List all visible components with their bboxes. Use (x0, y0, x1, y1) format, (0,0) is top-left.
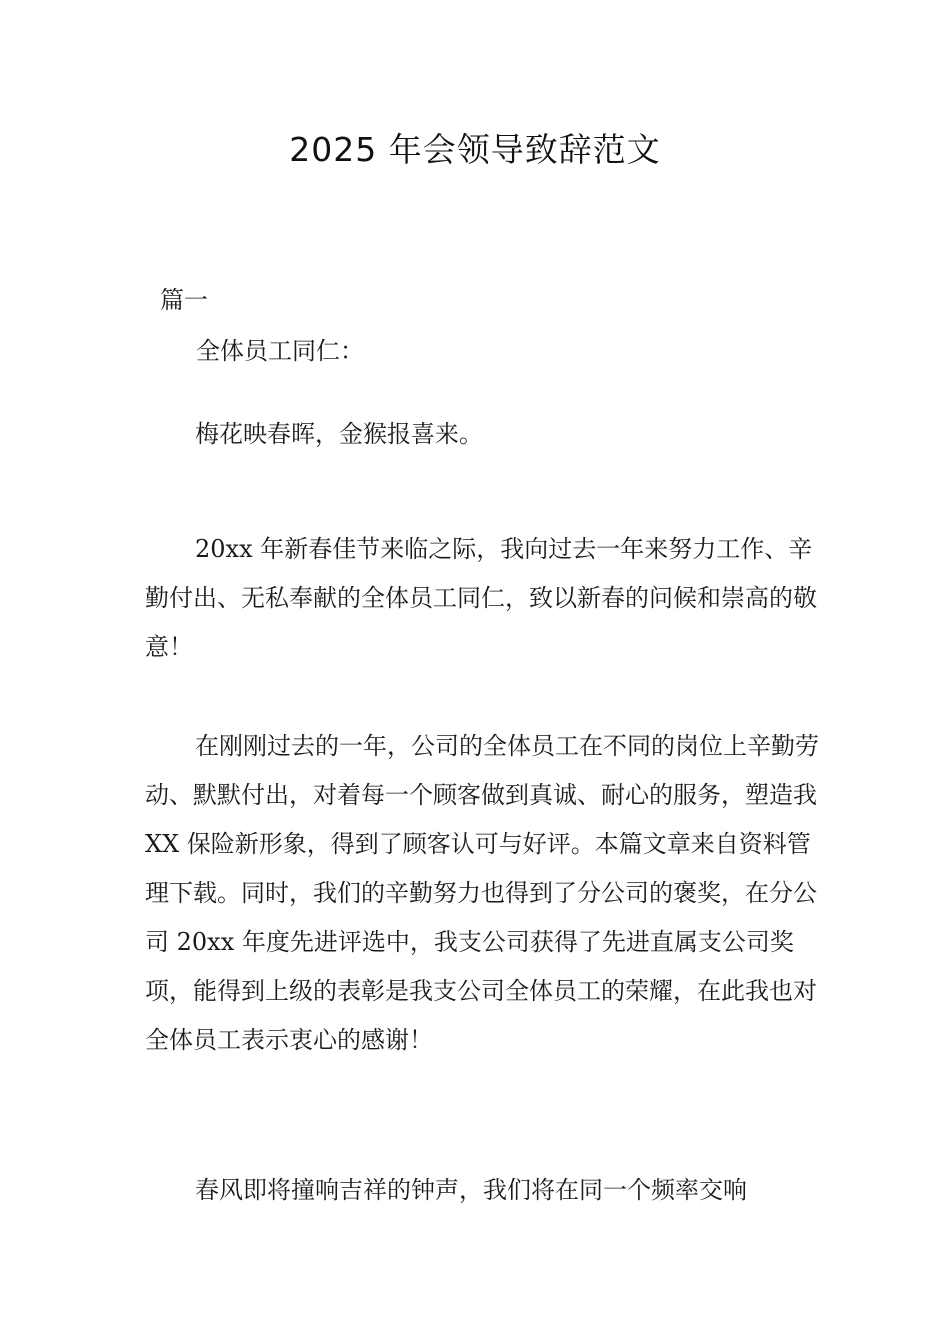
document-title: 2025 年会领导致辞范文 (289, 130, 661, 169)
paragraph-3: 在刚刚过去的一年，公司的全体员工在不同的岗位上辛勤劳动、默默付出，对着每一个顾客做到真诚、耐心的服务，塑造我 XX 保险新形象，得到了顾客认可与好评。本篇文章来自资料管理下载。同时，我们的辛勤努力也得到了分公司的褒奖，在分公司 20xx 年度先进评选中，我支公司获得了先进直属支公司奖项，能得到上级的表彰是我支公司全体员工的荣耀，在此我也对全体员工表示衷心的感谢！ (145, 732, 819, 1054)
paragraph-1: 梅花映春晖，金猴报喜来。 (195, 420, 483, 448)
paragraph-4: 春风即将撞响吉祥的钟声，我们将在同一个频率交响 (195, 1176, 747, 1204)
salutation: 全体员工同仁： (196, 337, 364, 365)
paragraph-2: 20xx 年新春佳节来临之际，我向过去一年来努力工作、辛勤付出、无私奉献的全体员工同仁，致以新春的问候和崇高的敬意！ (145, 535, 817, 661)
section-label: 篇一 (160, 286, 208, 314)
